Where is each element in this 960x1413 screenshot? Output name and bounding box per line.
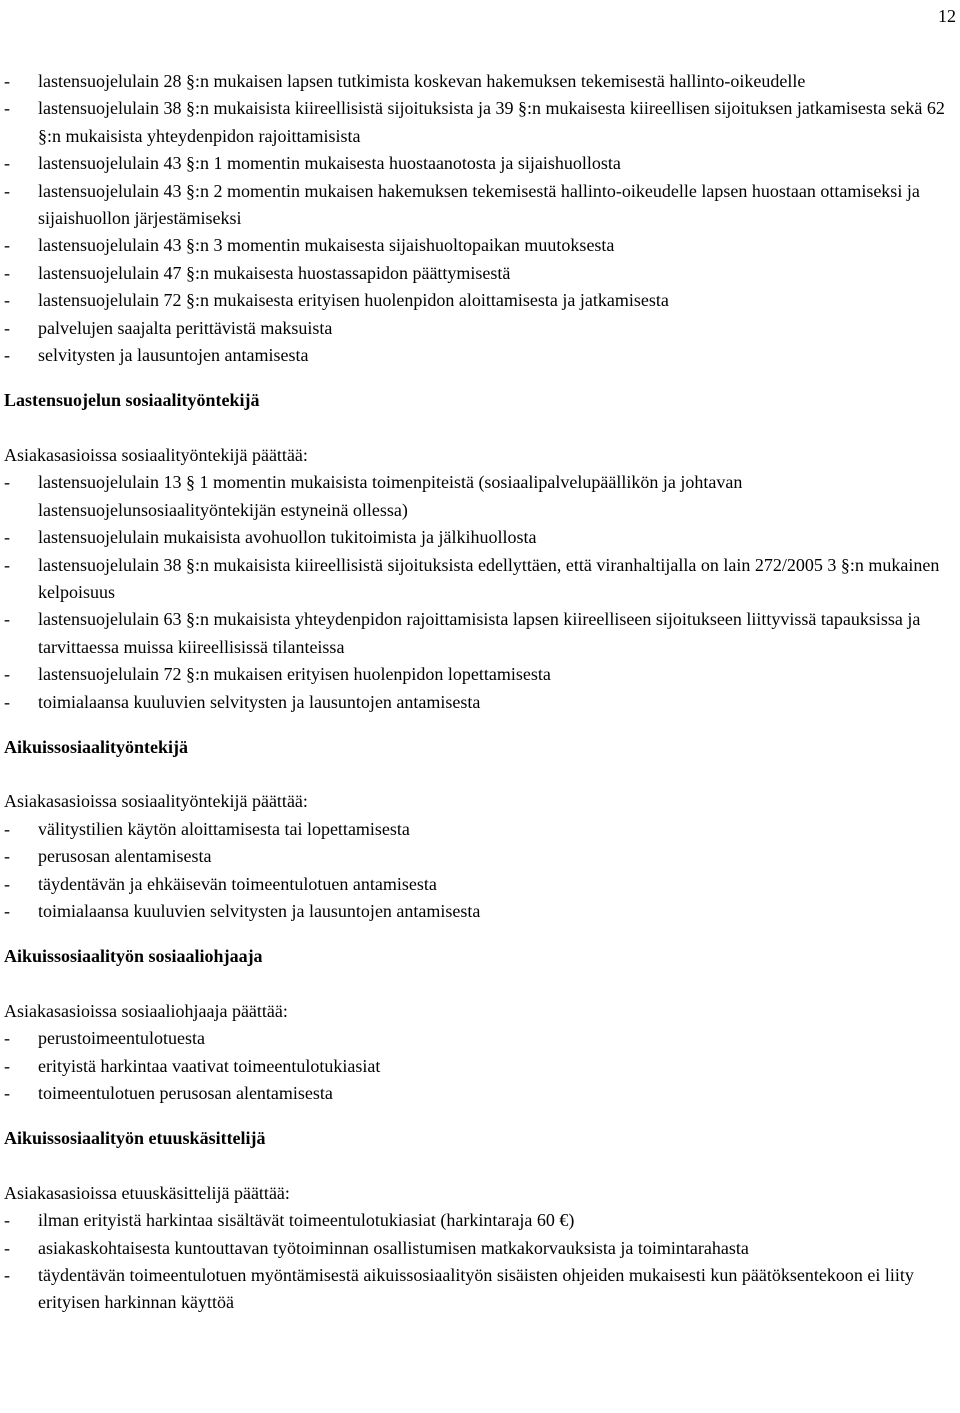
- list-item-text: lastensuojelulain 43 §:n 2 momentin mukaisen hakemuksen tekemisestä hallinto-oikeudelle lapsen huostaan ottamiseksi ja sijaishuollon järjestämiseksi: [38, 180, 920, 229]
- decision-list: [4, 1207, 954, 1317]
- list-item: [4, 95, 954, 150]
- list-item-text: lastensuojelulain 13 § 1 momentin mukaisista toimenpiteistä (sosiaalipalvelupäällikön ja johtavan lastensuojelunsosiaalityöntekijän estyneinä ollessa): [38, 472, 743, 520]
- list-item: [4, 524, 954, 551]
- list-item-text: lastensuojelulain 38 §:n mukaisista kiireellisistä sijoituksista ja 39 §:n mukaisesta kiireellisen sijoituksen jatkamisesta sekä 62 §:n mukaisista yhteydenpidon rajoittamisista: [38, 98, 945, 146]
- dash-bullet: -: [4, 180, 10, 201]
- list-item: [4, 689, 954, 716]
- dash-bullet: -: [4, 317, 10, 338]
- list-item-text: perusosan alentamisesta: [38, 846, 212, 867]
- section-heading: Aikuissosiaalityön sosiaaliohjaaja: [4, 946, 263, 967]
- decision-list: [4, 816, 954, 926]
- list-item: [4, 606, 954, 661]
- list-item-text: lastensuojelulain 47 §:n mukaisesta huostassapidon päättymisestä: [38, 262, 511, 283]
- list-item: [4, 178, 954, 233]
- dash-bullet: -: [4, 900, 10, 921]
- list-item-text: erityistä harkintaa vaativat toimeentulotukiasiat: [38, 1055, 381, 1076]
- list-item-text: asiakaskohtaisesta kuntouttavan työtoiminnan osallistumisen matkakorvauksista ja toimintarahasta: [38, 1237, 749, 1258]
- list-item-text: lastensuojelulain 43 §:n 1 momentin mukaisesta huostaanotosta ja sijaishuollosta: [38, 153, 621, 174]
- list-item-text: palvelujen saajalta perittävistä maksuista: [38, 317, 333, 338]
- section-intro: Asiakasasioissa sosiaalityöntekijä päättää:: [4, 791, 308, 812]
- list-item: [4, 661, 954, 688]
- list-item: [4, 552, 954, 607]
- list-item: [4, 871, 954, 898]
- list-item: [4, 1207, 954, 1234]
- list-item-text: välitystilien käytön aloittamisesta tai lopettamisesta: [38, 818, 410, 839]
- list-item-text: ilman erityistä harkintaa sisältävät toimeentulotukiasiat (harkintaraja 60 €): [38, 1210, 575, 1231]
- list-item: [4, 260, 954, 287]
- list-item: [4, 342, 954, 369]
- list-item-text: lastensuojelulain 28 §:n mukaisen lapsen tutkimista koskevan hakemuksen tekemisestä hallinto-oikeudelle: [38, 71, 806, 91]
- list-item: [4, 68, 954, 95]
- dash-bullet: -: [4, 98, 10, 119]
- list-item-text: lastensuojelulain 63 §:n mukaisista yhteydenpidon rajoittamisista lapsen kiireelliseen sijoitukseen liittyvissä tapauksissa ja tarvittaessa muissa kiireellisissä tilanteissa: [38, 609, 921, 657]
- list-item-text: täydentävän toimeentulotuen myöntämisestä aikuissosiaalityön sisäisten ohjeiden mukaisesti kun päätöksentekoon ei liity erityisen harkinnan käyttöä: [38, 1265, 914, 1313]
- list-item-text: lastensuojelulain 38 §:n mukaisista kiireellisistä sijoituksista edellyttäen, että viranhaltijalla on lain 272/2005 3 §:n mukainen kelpoisuus: [38, 554, 940, 602]
- list-item: [4, 1053, 954, 1080]
- dash-bullet: -: [4, 664, 10, 685]
- dash-bullet: -: [4, 873, 10, 894]
- dash-bullet: -: [4, 1028, 10, 1049]
- list-item-text: toimeentulotuen perusosan alentamisesta: [38, 1083, 333, 1103]
- list-item-text: lastensuojelulain 72 §:n mukaisesta erityisen huolenpidon aloittamisesta ja jatkamisesta: [38, 290, 669, 311]
- dash-bullet: -: [4, 1237, 10, 1258]
- list-item: [4, 843, 954, 870]
- section-lastensuojelun-sosiaalityontekija: [4, 387, 954, 715]
- dash-bullet: -: [4, 818, 10, 839]
- dash-bullet: -: [4, 235, 10, 256]
- section-aikuissosiaalityon-etuuskasittelija: [4, 1125, 954, 1316]
- section-aikuissosiaalityontekija: [4, 734, 954, 925]
- dash-bullet: -: [4, 262, 10, 283]
- list-item: [4, 898, 954, 925]
- page-number: 12: [938, 6, 956, 26]
- list-item-text: lastensuojelulain mukaisista avohuollon tukitoimista ja jälkihuollosta: [38, 527, 537, 548]
- list-item: [4, 1262, 954, 1317]
- list-item-text: toimialaansa kuuluvien selvitysten ja lausuntojen antamisesta: [38, 691, 481, 712]
- dash-bullet: -: [4, 472, 10, 493]
- list-item: [4, 150, 954, 177]
- dash-bullet: -: [4, 345, 10, 366]
- list-item: [4, 469, 954, 524]
- section-heading: Lastensuojelun sosiaalityöntekijä: [4, 390, 260, 411]
- list-item: [4, 816, 954, 843]
- dash-bullet: -: [4, 609, 10, 630]
- dash-bullet: -: [4, 1265, 10, 1286]
- list-item-text: lastensuojelulain 72 §:n mukaisen erityisen huolenpidon lopettamisesta: [38, 664, 551, 685]
- dash-bullet: -: [4, 846, 10, 867]
- section-heading: Aikuissosiaalityön etuuskäsittelijä: [4, 1128, 266, 1149]
- dash-bullet: -: [4, 71, 10, 91]
- list-item: [4, 1080, 954, 1107]
- dash-bullet: -: [4, 1055, 10, 1076]
- list-item: [4, 232, 954, 259]
- dash-bullet: -: [4, 527, 10, 548]
- dash-bullet: -: [4, 290, 10, 311]
- section-intro: Asiakasasioissa sosiaaliohjaaja päättää:: [4, 1000, 288, 1021]
- list-item: [4, 287, 954, 314]
- dash-bullet: -: [4, 1210, 10, 1231]
- dash-bullet: -: [4, 1083, 10, 1103]
- list-item-text: selvitysten ja lausuntojen antamisesta: [38, 345, 309, 366]
- top-decision-list: [4, 68, 954, 369]
- decision-list: [4, 469, 954, 716]
- list-item-text: perustoimeentulotuesta: [38, 1028, 205, 1049]
- dash-bullet: -: [4, 153, 10, 174]
- section-intro: Asiakasasioissa sosiaalityöntekijä päättää:: [4, 444, 308, 465]
- section-aikuissosiaalityon-sosiaaliohjaaja: [4, 943, 954, 1107]
- list-item: [4, 1235, 954, 1262]
- dash-bullet: -: [4, 691, 10, 712]
- section-heading: Aikuissosiaalityöntekijä: [4, 736, 189, 757]
- list-item-text: täydentävän ja ehkäisevän toimeentulotuen antamisesta: [38, 873, 437, 894]
- list-item-text: lastensuojelulain 43 §:n 3 momentin mukaisesta sijaishuoltopaikan muutoksesta: [38, 235, 615, 256]
- decision-list: [4, 1025, 954, 1107]
- list-item-text: toimialaansa kuuluvien selvitysten ja lausuntojen antamisesta: [38, 900, 481, 921]
- section-intro: Asiakasasioissa etuuskäsittelijä päättää:: [4, 1182, 290, 1203]
- document-body: [4, 68, 954, 1317]
- list-item: [4, 1025, 954, 1052]
- list-item: [4, 315, 954, 342]
- dash-bullet: -: [4, 554, 10, 575]
